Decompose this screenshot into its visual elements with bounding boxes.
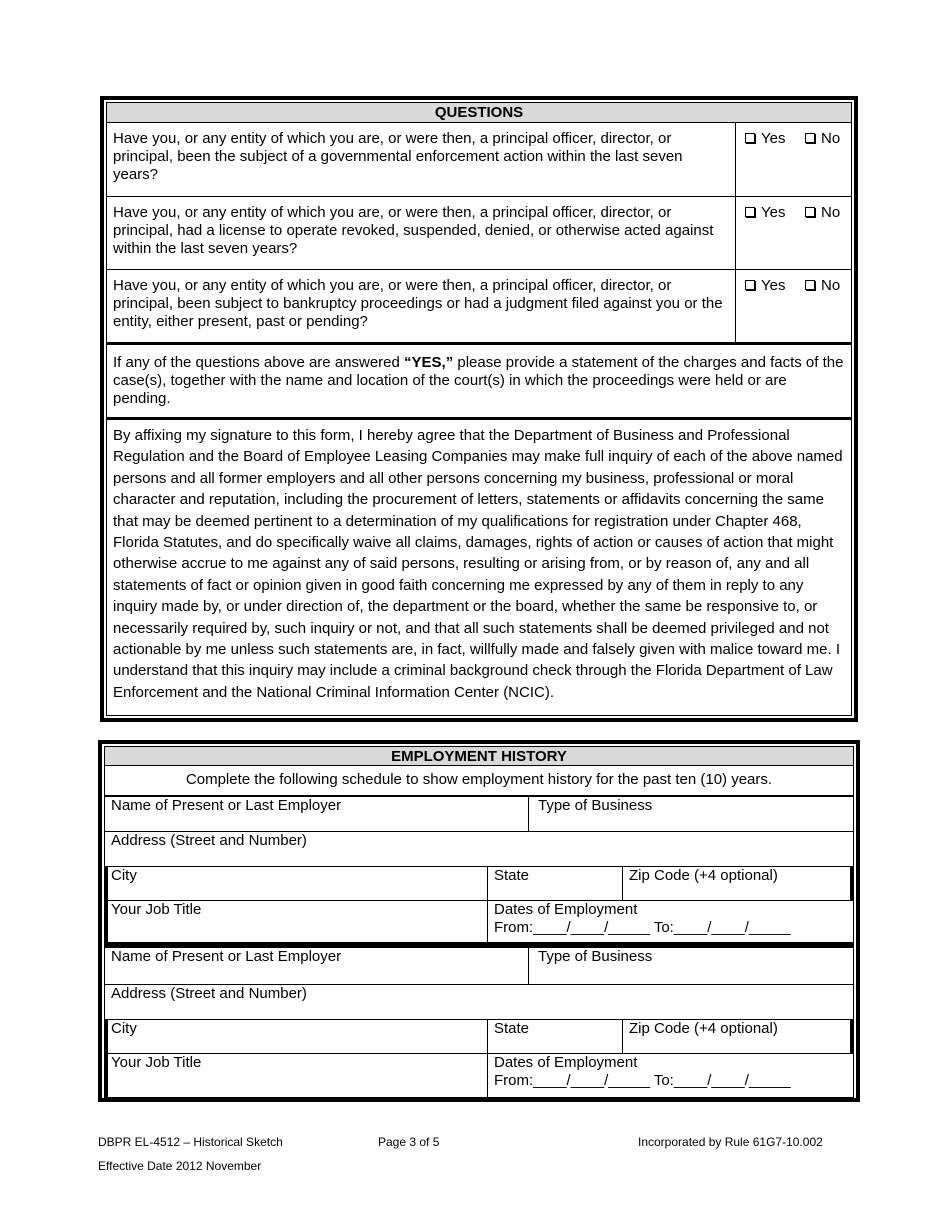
questions-header: QUESTIONS: [107, 103, 851, 123]
business-type-field[interactable]: Type of Business: [528, 947, 854, 985]
checkbox-icon: [805, 207, 815, 217]
question-row-1: [107, 123, 851, 197]
questions-section: [100, 96, 858, 722]
zip-code-field[interactable]: Zip Code (+4 optional): [622, 866, 854, 901]
form-id: DBPR EL-4512 – Historical Sketch: [98, 1135, 283, 1149]
state-field[interactable]: State: [487, 1019, 623, 1054]
no-checkbox[interactable]: No: [805, 277, 840, 295]
employment-dates-field[interactable]: Dates of Employment From:____/____/_____ To:____/____/_____: [487, 1053, 854, 1098]
yes-checkbox[interactable]: Yes: [745, 130, 785, 148]
city-field[interactable]: City: [104, 866, 488, 901]
employment-header: EMPLOYMENT HISTORY: [104, 746, 854, 766]
yes-checkbox[interactable]: Yes: [745, 204, 785, 222]
employer-name-field[interactable]: Name of Present or Last Employer: [104, 796, 529, 832]
question-text: Have you, or any entity of which you are, or were then, a principal officer, director, or principal, been the subject of a governmental enforcement action within the last seven years?: [113, 130, 683, 183]
employment-dates-field[interactable]: Dates of Employment From:____/____/_____ To:____/____/_____: [487, 900, 854, 943]
business-type-field[interactable]: Type of Business: [528, 796, 854, 832]
checkbox-icon: [805, 133, 815, 143]
question-row-3: [107, 270, 851, 345]
state-field[interactable]: State: [487, 866, 623, 901]
question-row-2: [107, 197, 851, 270]
authorization-statement: By affixing my signature to this form, I hereby agree that the Department of Business and Professional Regulation and the Board of Employee Leasing Companies may make full inquiry of each of the above named persons and all former employers and all other persons concerning my business, professional or moral character and reputation, including the procurement of letters, statements or affidavits concerning the same that may be deemed pertinent to a determination of my qualifications for registration under Chapter 468, Florida Statutes, and do specifically waive all claims, damages, rights of action or causes of action that might otherwise accrue to me against any of said persons, resulting or arising from, or by reason of, any and all statements of fact or opinion given in good faith concerning me expressed by any of them in reply to any inquiry made by, or under direction of, the department or the board, whether the same be responsive to, or necessarily required by, such inquiry or not, and that all such statements shall be deemed privileged and not actionable by me unless such statements are, in fact, willfully made and falsely given with malice toward me. I understand that this inquiry may include a criminal background check through the Florida Department of Law Enforcement and the National Criminal Information Center (NCIC).: [113, 427, 843, 701]
employer-name-field[interactable]: Name of Present or Last Employer: [104, 947, 529, 985]
job-title-field[interactable]: Your Job Title: [104, 900, 488, 943]
no-checkbox[interactable]: No: [805, 130, 840, 148]
city-field[interactable]: City: [104, 1019, 488, 1054]
checkbox-icon: [805, 280, 815, 290]
employment-history-section: [98, 740, 860, 1102]
job-title-field[interactable]: Your Job Title: [104, 1053, 488, 1098]
employment-instruction: Complete the following schedule to show employment history for the past ten (10) years.: [104, 766, 854, 796]
question-text: Have you, or any entity of which you are, or were then, a principal officer, director, or principal, been subject to bankruptcy proceedings or had a judgment filed against you or the entity, either present, past or pending?: [113, 277, 723, 330]
checkbox-icon: [745, 207, 755, 217]
address-field[interactable]: Address (Street and Number): [104, 984, 854, 1020]
zip-code-field[interactable]: Zip Code (+4 optional): [622, 1019, 854, 1054]
yes-checkbox[interactable]: Yes: [745, 277, 785, 295]
page-number: Page 3 of 5: [378, 1135, 440, 1149]
rule-reference: Incorporated by Rule 61G7-10.002: [638, 1135, 823, 1149]
effective-date: Effective Date 2012 November: [98, 1159, 262, 1173]
address-field[interactable]: Address (Street and Number): [104, 831, 854, 867]
no-checkbox[interactable]: No: [805, 204, 840, 222]
yes-instructions: If any of the questions above are answered “YES,” please provide a statement of the charges and facts of the case(s), together with the name and location of the court(s) in which the proceedings were held or are pending.: [107, 346, 851, 420]
question-text: Have you, or any entity of which you are, or were then, a principal officer, director, or principal, had a license to operate revoked, suspended, denied, or otherwise acted against within the last seven years?: [113, 204, 714, 257]
checkbox-icon: [745, 280, 755, 290]
checkbox-icon: [745, 133, 755, 143]
